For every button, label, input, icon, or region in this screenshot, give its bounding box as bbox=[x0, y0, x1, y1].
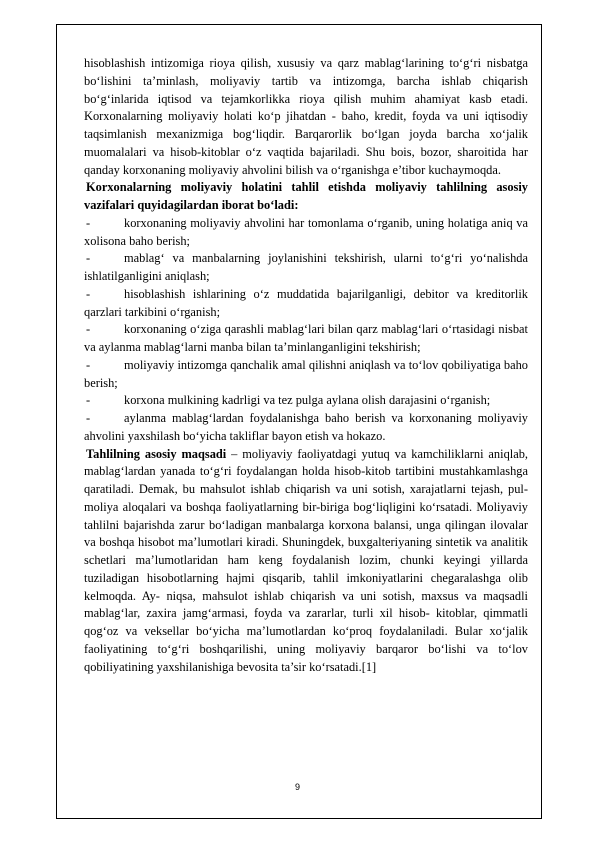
bullet-dash: - bbox=[86, 286, 91, 301]
bullet-dash: - bbox=[86, 251, 91, 266]
list-item bbox=[84, 215, 528, 251]
purpose-text: – moliyaviy faoliyatdagi yutuq va kamchiliklarni aniqlab, mablag‘lardan yanada to‘g‘ri foydalangan holda hisob-kitob tartibini mustahkamlashga qaratiladi. Demak, bu mahsulot ishlab chiqarish va uni sotish, xarajatlarni tejash, pul-moliya aloqalari va boshqa faoliyatlarning bir-biriga bog‘liqligini ko‘rsatadi. Moliyaviy tahlilni bajarishda zarur bo‘ladigan manbalarga korxona balansi, unga qilingan ilovalar va boshqa hisobot ma’lumotlari kiradi. Shuningdek, buxgalteriyaning sintetik va analitik schetlari ma’lumotlaridan ham keng foydalanish lozim, chunki keyingi yillarda tuziladigan hisobotlarning hajmi qisqarib, tahlil imkoniyatlarini chegaralashga olib kelmoqda. Ay- niqsa, mahsulot ishlab chiqarish va uni sotish, maxsus va maqsadli mablag‘lar, zaxira jamg‘armasi, foyda va zararlar, turli xil hisob- kitoblar, qimmatli qog‘oz va veksellar bo‘yicha ma’lumotlardan ko‘proq foydalaniladi. Bular xo‘jalik faoliyatining to‘g‘ri boshqarilishi, uning moliyaviy barqaror bo‘lishi va to‘lov qobiliyatining yaxshilanishiga bevosita ta’sir ko‘rsatadi.[1] bbox=[84, 446, 529, 674]
list-item bbox=[84, 286, 528, 322]
bullet-dash: - bbox=[86, 411, 91, 425]
list-item bbox=[84, 321, 528, 357]
list-item-text: moliyaviy intizomga qanchalik amal qilishni aniqlash va to‘lov qobiliyatiga baho berish; bbox=[84, 357, 528, 390]
list-item-text: hisoblashish ishlarining o‘z muddatida bajarilganligi, debitor va kreditorlik qarzlari tarkibini o‘rganish; bbox=[84, 286, 528, 319]
list-item-text: korxonaning o‘ziga qarashli mablag‘lari bilan qarz mablag‘lari o‘rtasidagi nisbat va aylanma mablag‘larni manba bilan ta’minlanganligini tekshirish; bbox=[84, 322, 528, 354]
bullet-dash: - bbox=[86, 215, 91, 230]
intro-paragraph: hisoblashish intizomiga rioya qilish, xususiy va qarz mablag‘larining to‘g‘ri nisbatga bo‘lishini ta’minlash, moliyaviy tartib va intizomga, barcha ishlab chiqarish bo‘g‘inlarida iqtisod va tejamkorlikka rioya qilish muhim ahamiyat kasb etadi. Korxonalarning moliyaviy holati ko‘p jihatdan - baho, kredit, foyda va uni iqtisodiy taqsimlanish mexanizmiga bog‘liqdir. Barqarorlik bo‘lgan joyda barcha xo‘jalik muomalalari va hisob-kitoblar o‘z vaqtida bajariladi. Shu bois, bozor, sharoitida har qanday korxonaning moliyaviy ahvolini bilish va o‘rganishga e’tibor kuchaymoqda. bbox=[84, 56, 528, 177]
bullet-dash: - bbox=[86, 393, 91, 408]
list-item-text: korxonaning moliyaviy ahvolini har tomonlama o‘rganib, uning holatiga aniq va xolisona baho berish; bbox=[84, 215, 528, 248]
purpose-paragraph bbox=[84, 446, 528, 677]
document-body bbox=[84, 55, 528, 676]
page-number: 9 bbox=[294, 782, 300, 792]
bullet-dash: - bbox=[86, 357, 91, 372]
purpose-term: Tahlilning asosiy maqsadi bbox=[86, 446, 227, 461]
list-item bbox=[84, 250, 528, 286]
tasks-heading: Korxonalarning moliyaviy holatini tahlil etishda moliyaviy tahlilning asosiy vazifalari quyidagilardan iborat bo‘ladi: bbox=[84, 180, 528, 212]
list-item-text: korxona mulkining kadrligi va tez pulga aylana olish darajasini o‘rganish; bbox=[124, 393, 491, 408]
list-item-text: mablag‘ va manbalarning joylanishini tekshirish, ularni to‘g‘ri yo‘nalishda ishlatilganligini aniqlash; bbox=[84, 251, 528, 283]
list-item bbox=[84, 357, 528, 393]
list-item-text: aylanma mablag‘lardan foydalanishga baho berish va korxonaning moliyaviy ahvolini yaxshilash bo‘yicha takliflar bayon etish va hokazo. bbox=[84, 411, 528, 443]
task-list bbox=[84, 215, 528, 446]
list-item bbox=[84, 410, 528, 446]
bullet-dash: - bbox=[86, 322, 91, 337]
list-item bbox=[84, 392, 528, 410]
